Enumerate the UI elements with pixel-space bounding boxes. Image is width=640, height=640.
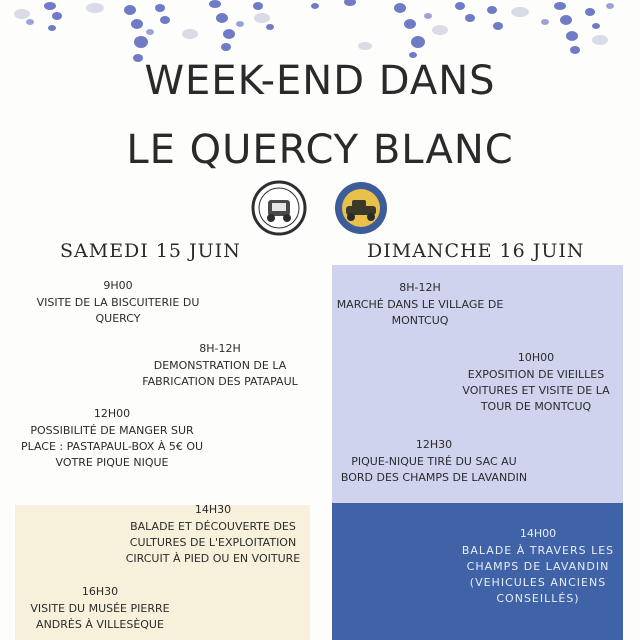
page-title-line2: LE QUERCY BLANC bbox=[126, 127, 514, 173]
event-description: BALADE ET DÉCOUVERTE DES CULTURES DE L'EXPLOITATION CIRCUIT À PIED OU EN VOITURE bbox=[125, 520, 301, 565]
event-time: 12H30 bbox=[415, 438, 453, 451]
event-description: PIQUE-NIQUE TIRÉ DU SAC AU BORD DES CHAMPS DE LAVANDIN bbox=[340, 455, 528, 484]
page-title-line1: WEEK-END DANS bbox=[144, 58, 496, 104]
event-time: 14H30 bbox=[194, 503, 232, 516]
sunday-event bbox=[452, 526, 624, 607]
event-description: BALADE À TRAVERS LES CHAMPS DE LAVANDIN (VEHICULES ANCIENS CONSEILLÉS) bbox=[461, 544, 615, 605]
sunday-event bbox=[334, 437, 534, 486]
saturday-event bbox=[18, 278, 218, 327]
saturday-event bbox=[14, 406, 210, 471]
event-description: MARCHÉ DANS LE VILLAGE DE MONTCUQ bbox=[336, 298, 504, 327]
event-time: 16H30 bbox=[81, 585, 119, 598]
event-time: 9H00 bbox=[103, 279, 133, 292]
event-description: DEMONSTRATION DE LA FABRICATION DES PATAPAUL bbox=[142, 359, 298, 388]
sunday-event bbox=[336, 280, 504, 329]
event-time: 8H-12H bbox=[199, 342, 241, 355]
event-description: POSSIBILITÉ DE MANGER SUR PLACE : PASTAPAUL-BOX À 5€ OU VOTRE PIQUE NIQUE bbox=[20, 424, 204, 469]
event-description: EXPOSITION DE VIEILLES VOITURES ET VISITE DE LA TOUR DE MONTCUQ bbox=[462, 368, 610, 413]
event-time: 14H00 bbox=[519, 527, 557, 540]
event-time: 10H00 bbox=[517, 351, 555, 364]
saturday-heading: SAMEDI 15 JUIN bbox=[60, 240, 241, 262]
event-time: 8H-12H bbox=[399, 281, 441, 294]
event-time: 12H00 bbox=[93, 407, 131, 420]
event-description: VISITE DE LA BISCUITERIE DU QUERCY bbox=[36, 296, 200, 325]
car-club-logo-icon bbox=[251, 180, 307, 236]
sunday-event bbox=[446, 350, 626, 415]
sunday-heading: DIMANCHE 16 JUIN bbox=[367, 240, 585, 262]
saturday-event bbox=[130, 341, 310, 390]
vintage-car-association-logo-icon bbox=[333, 180, 389, 236]
saturday-event bbox=[15, 584, 185, 633]
saturday-event bbox=[108, 502, 318, 567]
event-description: VISITE DU MUSÉE PIERRE ANDRÈS À VILLESÈQUE bbox=[30, 602, 170, 631]
